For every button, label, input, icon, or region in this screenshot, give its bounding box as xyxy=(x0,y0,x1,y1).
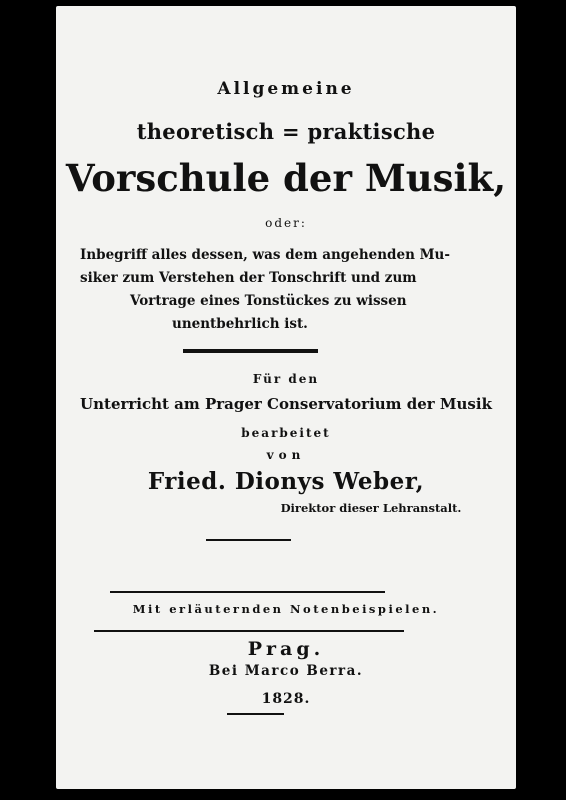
divider-lower xyxy=(94,630,404,632)
title-page xyxy=(56,6,516,789)
description-line: Inbegriff alles dessen, was dem angehenden Mu- xyxy=(80,247,450,263)
title-line-allgemeine: Allgemeine xyxy=(217,79,355,99)
bearbeitet: bearbeitet xyxy=(241,426,331,440)
von: von xyxy=(266,448,306,462)
description-line: unentbehrlich ist. xyxy=(172,316,308,332)
imprint-place: Prag. xyxy=(247,638,325,660)
author-role: Direktor dieser Lehranstalt. xyxy=(280,501,462,515)
connector-oder: oder: xyxy=(265,216,307,230)
main-title: Vorschule der Musik, xyxy=(65,156,507,200)
imprint-year: 1828. xyxy=(261,691,311,707)
imprint-publisher: Bei Marco Berra. xyxy=(208,663,364,679)
divider-thick xyxy=(183,349,318,353)
author-name: Fried. Dionys Weber, xyxy=(147,468,425,495)
fur-den: Für den xyxy=(252,372,320,386)
divider-short xyxy=(206,539,291,541)
description-line: siker zum Verstehen der Tonschrift und zum xyxy=(80,270,417,286)
description-line: Vortrage eines Tonstückes zu wissen xyxy=(130,293,407,309)
note-line: Mit erläuternden Notenbeispielen. xyxy=(132,602,440,616)
divider-upper xyxy=(110,591,385,593)
divider-year xyxy=(227,713,284,715)
title-line-theoretisch: theoretisch = praktische xyxy=(136,119,436,144)
unterricht-line: Unterricht am Prager Conservatorium der Musik xyxy=(80,395,492,413)
description-block xyxy=(80,244,450,336)
